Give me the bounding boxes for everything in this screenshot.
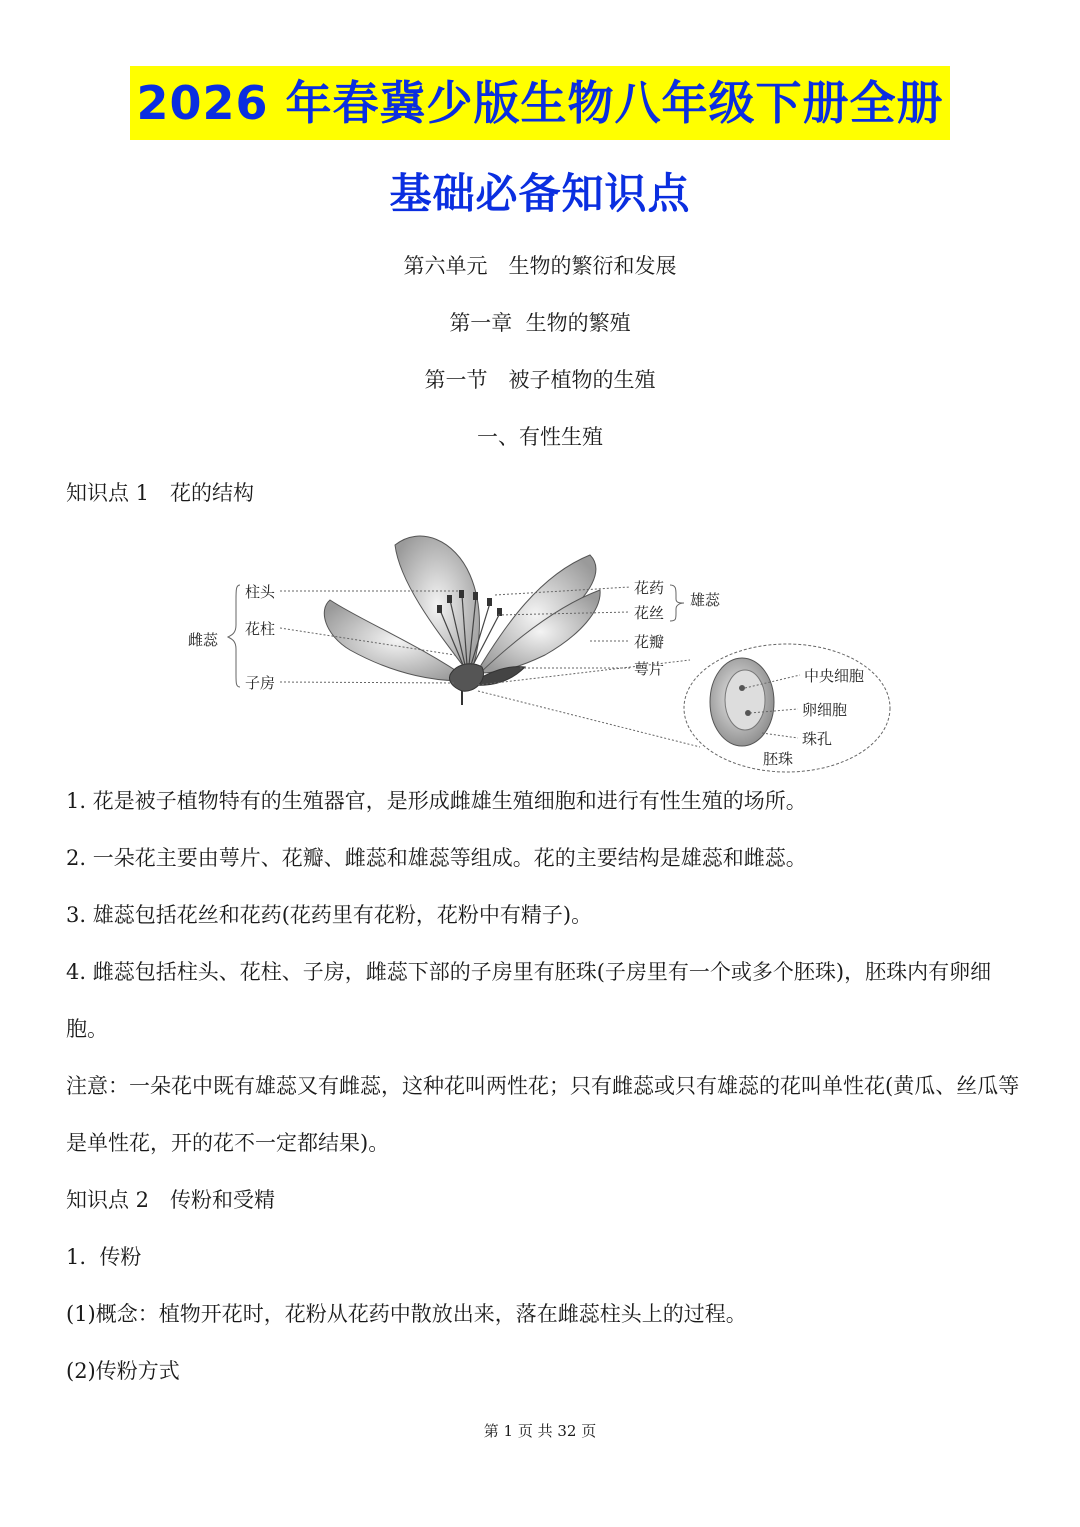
- document-subtitle: 基础必备知识点: [389, 169, 691, 218]
- kp1-item-1: 1. 花是被子植物特有的生殖器官，是形成雌雄生殖细胞和进行有性生殖的场所。: [66, 789, 807, 813]
- label-style: 花柱: [245, 620, 276, 638]
- kp1-item-3: 3. 雄蕊包括花丝和花药(花药里有花粉，花粉中有精子)。: [66, 903, 593, 927]
- label-stamen: 雄蕊: [690, 591, 721, 609]
- flower-structure-figure: [0, 515, 1080, 780]
- knowledge-point-1-title: 知识点 1 花的结构: [66, 481, 255, 505]
- title-block: [0, 66, 1080, 140]
- label-ovary: 子房: [245, 674, 276, 692]
- label-filament: 花丝: [634, 604, 665, 622]
- label-egg-cell: 卵细胞: [802, 701, 848, 719]
- document-title: 2026 年春冀少版生物八年级下册全册: [130, 66, 949, 140]
- label-ovule: 胚珠: [763, 750, 794, 768]
- part-heading: 一、有性生殖: [477, 425, 603, 449]
- knowledge-point-2-title: 知识点 2 传粉和受精: [66, 1188, 276, 1212]
- label-stigma: 柱头: [245, 583, 276, 601]
- unit-heading: 第六单元 生物的繁衍和发展: [403, 254, 677, 278]
- label-pistil: 雌蕊: [188, 631, 219, 649]
- kp1-note: 注意：一朵花中既有雄蕊又有雌蕊，这种花叫两性花；只有雌蕊或只有雄蕊的花叫单性花(黄瓜、丝瓜等是单性花，开的花不一定都结果)。: [66, 1074, 1020, 1155]
- kp2-method: (2)传粉方式: [66, 1359, 180, 1383]
- label-central-cell: 中央细胞: [804, 667, 865, 685]
- section-heading: 第一节 被子植物的生殖: [424, 368, 656, 392]
- chapter-heading: 第一章 生物的繁殖: [449, 311, 631, 335]
- label-micropyle: 珠孔: [802, 730, 833, 748]
- flower-drawing: [324, 536, 600, 705]
- label-anther: 花药: [634, 579, 665, 597]
- kp1-item-4: 4. 雌蕊包括柱头、花柱、子房，雌蕊下部的子房里有胚珠(子房里有一个或多个胚珠)，胚珠内有卵细胞。: [66, 960, 992, 1041]
- kp2-item-1: 1. 传粉: [66, 1245, 142, 1269]
- page-footer: 第 1 页 共 32 页: [483, 1422, 597, 1440]
- label-sepal: 萼片: [634, 660, 665, 678]
- kp2-concept: (1)概念：植物开花时，花粉从花药中散放出来，落在雌蕊柱头上的过程。: [66, 1302, 747, 1326]
- kp1-item-2: 2. 一朵花主要由萼片、花瓣、雌蕊和雄蕊等组成。花的主要结构是雄蕊和雌蕊。: [66, 846, 807, 870]
- label-petal: 花瓣: [634, 633, 665, 651]
- ovule-inset: [478, 644, 890, 772]
